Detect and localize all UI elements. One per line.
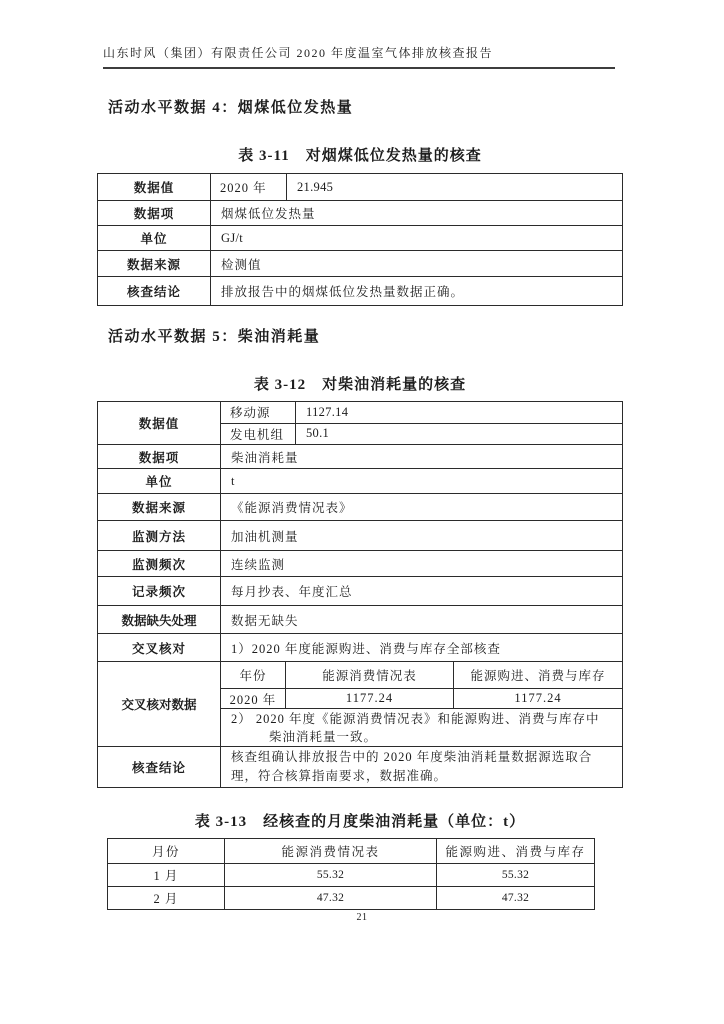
table-3-12-title: 表 3-12 对柴油消耗量的核查: [253, 377, 467, 393]
subrow-name: 发电机组: [230, 427, 285, 442]
table-row: [98, 174, 622, 200]
row-label: 交叉核对数据: [121, 698, 197, 712]
row-label: 数据缺失处理: [121, 613, 197, 628]
table-row: [98, 402, 622, 444]
row-label: 数据值: [133, 181, 175, 195]
table-3-11-title: 表 3-11 对烟煤低位发热量的核查: [238, 148, 482, 164]
row-value: 检测值: [210, 251, 622, 276]
row-label: 数据来源: [131, 501, 186, 515]
row-value: t: [220, 469, 622, 493]
nested-cell-year: 2020 年: [229, 692, 277, 707]
data-value-subrows: [220, 402, 622, 444]
subrow-value: 50.1: [295, 424, 622, 445]
row-value-year: 2020 年: [210, 174, 286, 200]
row-label: 核查结论: [126, 285, 181, 299]
cell-consumption: 55.32: [224, 864, 436, 886]
table-row: [108, 863, 594, 886]
row-value: 每月抄表、年度汇总: [220, 577, 622, 605]
row-label: 单位: [145, 475, 173, 489]
table-row: [98, 633, 622, 661]
table-row: [98, 576, 622, 605]
table-3-13: [107, 838, 595, 910]
section-heading-activity-data-5: 活动水平数据 5：柴油消耗量: [108, 329, 321, 345]
table-row: [98, 250, 622, 276]
table-row: [98, 468, 622, 493]
row-value: 柴油消耗量: [220, 445, 622, 468]
table-row: [98, 444, 622, 468]
page-header: [103, 44, 615, 69]
row-label: 数据来源: [126, 257, 181, 272]
row-value: 核查组确认排放报告中的 2020 年度柴油消耗量数据源选取合理，符合核算指南要求，数据准确。: [220, 747, 622, 787]
cell-month: 1 月: [153, 869, 179, 883]
table-row: [98, 550, 622, 576]
row-value: 《能源消费情况表》: [220, 494, 622, 520]
row-label: 监测方法: [131, 529, 186, 544]
page-number: 21: [356, 912, 368, 923]
table-3-11: [97, 173, 623, 306]
nested-header-row: [221, 662, 622, 688]
column-header-consumption: 能源消费情况表: [224, 839, 436, 863]
table-row: [98, 520, 622, 550]
row-label: 记录频次: [131, 585, 186, 599]
table-3-12: [97, 401, 623, 788]
cell-purchase: 55.32: [436, 864, 594, 886]
row-value: GJ/t: [210, 226, 622, 250]
table-row-crosscheck-data: [98, 661, 622, 746]
row-value: 数据无缺失: [220, 606, 622, 633]
table-row: [98, 746, 622, 787]
crosscheck-note: 2） 2020 年度《能源消费情况表》和能源购进、消费与库存中柴油消耗量一致。: [221, 708, 622, 746]
row-label: 监测频次: [131, 557, 186, 572]
row-value: 加油机测量: [220, 521, 622, 550]
row-value: 连续监测: [220, 551, 622, 576]
row-value: 1）2020 年度能源购进、消费与库存全部核查: [220, 634, 622, 661]
row-value: 21.945: [286, 174, 622, 200]
nested-header-year: 年份: [239, 669, 267, 684]
table-row: [98, 200, 622, 225]
row-value: 烟煤低位发热量: [210, 201, 622, 225]
report-title: 山东时风（集团）有限责任公司 2020 年度温室气体排放核查报告: [103, 46, 494, 60]
subrow-name: 移动源: [230, 406, 271, 421]
row-label: 数据值: [138, 417, 180, 431]
table-row: [98, 493, 622, 520]
cell-purchase: 47.32: [436, 887, 594, 909]
nested-header-purchase: 能源购进、消费与库存: [453, 662, 622, 688]
nested-data-row: [221, 688, 622, 708]
row-label: 数据项: [138, 450, 180, 465]
nested-cell-purchase: 1177.24: [453, 689, 622, 708]
table-row: [98, 276, 622, 305]
cell-consumption: 47.32: [224, 887, 436, 909]
table-row: [108, 886, 594, 909]
row-label: 单位: [140, 232, 168, 246]
section-heading-activity-data-4: 活动水平数据 4：烟煤低位发热量: [108, 100, 354, 116]
nested-header-consumption: 能源消费情况表: [285, 662, 453, 688]
row-label: 核查结论: [131, 761, 186, 775]
crosscheck-nested-table: [220, 662, 622, 746]
table-row: [98, 605, 622, 633]
subrow-value: 1127.14: [295, 402, 622, 423]
row-value: 排放报告中的烟煤低位发热量数据正确。: [210, 277, 622, 305]
table-row: [98, 225, 622, 250]
row-label: 数据项: [133, 207, 175, 221]
subrow-mobile-source: [221, 402, 622, 423]
row-label: 交叉核对: [131, 641, 186, 656]
column-header-purchase: 能源购进、消费与库存: [436, 839, 594, 863]
cell-month: 2 月: [153, 892, 179, 906]
table-header-row: [108, 839, 594, 863]
nested-cell-consumption: 1177.24: [285, 689, 453, 708]
subrow-generator-set: [221, 423, 622, 445]
column-header-month: 月份: [151, 845, 180, 859]
table-3-13-title: 表 3-13 经核查的月度柴油消耗量（单位：t）: [194, 814, 526, 830]
